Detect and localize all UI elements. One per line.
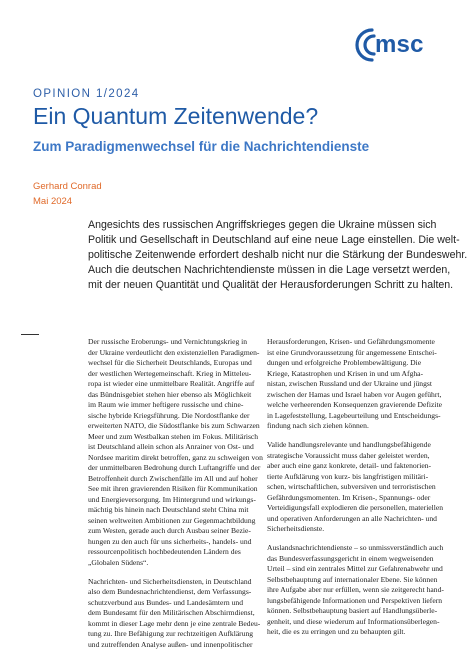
body-text-line: der Ukraine verdeutlicht den existenziellen Paradigmen-	[88, 347, 260, 357]
paragraph-gap	[267, 432, 437, 441]
body-text-line: können. Selbstbehauptung basiert auf Handlungsüberle-	[267, 606, 438, 615]
body-text-line: ropa ist wieder eine unmittelbare Realität. Angriffe auf	[88, 379, 255, 388]
body-text-line: Der russische Eroberungs- und Vernichtungskrieg in	[88, 337, 248, 346]
body-text-line: und operativen Anforderungen an alle Nachrichten- und	[267, 513, 437, 523]
body-text-line: der westlichen Wertegemeinschaft. Krieg in Mitteleu-	[88, 368, 252, 378]
logo-text: msc	[375, 31, 424, 58]
abstract-line: Angesichts des russischen Angriffskrieges gegen die Ukraine müssen sich	[88, 219, 437, 231]
body-text-line: der unmittelbaren Bedrohung durch Luftangriffe und der	[88, 463, 261, 472]
body-column-left	[88, 337, 263, 650]
body-text-line: und Energieversorgung. Im Hintergrund und wirkungs-	[88, 494, 256, 504]
body-text-line: zwischen der Hamas und Israel haben vor Augen geführt,	[267, 389, 442, 399]
body-text-line: mächtig bis hinein nach Deutschland steht China mit	[88, 505, 249, 514]
body-text-line: Kriege, Katastrophen und Krisen in und um Afgha-	[267, 368, 424, 378]
body-text-line: Urteil – sind ein zentrales Mittel zur Gefahrenabwehr und	[267, 564, 443, 573]
body-text-line: das Bündnisgebiet stehen hier ebenso als Möglichkeit	[88, 389, 252, 399]
divider	[21, 334, 39, 335]
publication-date: Mai 2024	[33, 196, 73, 207]
body-text-line: im Raum wie immer heftigere russische und chine-	[88, 400, 244, 409]
paragraph-gap	[267, 535, 437, 544]
body-text-line: schen, wirtschaftlichen, subversiven und terroristischen	[267, 482, 436, 491]
body-text-line: wechsel für die Sicherheit Deutschlands, Europas und	[88, 358, 252, 367]
body-text-line: ihre Aufgabe aber nur erfüllen, wenn sie zeitgerecht hand-	[267, 585, 444, 594]
body-text-line: lungsbefähigende Informationen und Perspektiven liefern	[267, 595, 443, 605]
abstract-line: mit der neuen Quantität und Qualität der Herausforderungen Schritt zu halten.	[88, 279, 454, 292]
series-label: OPINION 1/2024	[33, 88, 140, 100]
abstract-line: Politik und Gesellschaft in Deutschland auf eine neue Lage einstellen. Die welt-	[88, 234, 460, 247]
body-text-line: ist Deutschland allein schon als Anrainer von Ost- und	[88, 442, 254, 451]
body-text-line: ressourcenpolitisch hochbedeutenden Ländern des	[88, 547, 241, 556]
body-text-line: nistan, zwischen Russland und der Ukraine und jüngst	[267, 379, 432, 388]
body-text-line: „Globalen Südens“.	[88, 557, 149, 567]
body-text-line: in Lagefeststellung, Lagebeurteilung und Entscheidungs-	[267, 410, 441, 420]
body-text-line: Gefährdungsmomenten. Im Krisen-, Spannungs- oder	[267, 492, 431, 502]
body-text-line: Sicherheitsdienste.	[267, 524, 325, 533]
body-text-line: kommt in dieser Lage mehr denn je eine zentrale Bedeu-	[88, 618, 261, 628]
page-subtitle: Zum Paradigmenwechsel für die Nachrichtendienste	[33, 139, 370, 154]
body-text-line: Nordsee maritim direkt betroffen, ganz zu schweigen von	[88, 452, 263, 462]
abstract	[88, 218, 468, 293]
body-text-line: strategische Voraussicht muss daher geleistet werden,	[267, 450, 430, 460]
body-text-line: findung nach sich ziehen können.	[267, 421, 369, 430]
body-text-line: heit, die es zu erringen und zu behaupten gilt.	[267, 627, 406, 636]
page-title: Ein Quantum Zeitenwende?	[33, 103, 319, 129]
body-text-line: erweiterten NATO, die Südostflanke bis zum Schwarzen	[88, 421, 260, 430]
body-text-line: See mit ihren gravierenden Risiken für Kommunikation	[88, 484, 258, 493]
body-text-line: Betroffenheit durch Zwischenfälle im All und auf hoher	[88, 473, 258, 483]
body-text-line: Valide handlungsrelevante und handlungsbefähigende	[267, 440, 431, 449]
body-text-line: tierte Aufklärung von kurz- bis langfristigen militäri-	[267, 471, 429, 481]
author: Gerhard Conrad	[33, 181, 102, 192]
body-column-right	[267, 337, 444, 638]
body-text-line: sische hybride Kriegsführung. Die Nordostflanke der	[88, 410, 250, 420]
body-text-line: Meer und zum Westbalkan stehen im Fokus. Militärisch	[88, 431, 259, 441]
abstract-line: Auch die deutschen Nachrichtendienste müssen in die Lage versetzt werden,	[88, 264, 451, 277]
body-text-line: Herausforderungen, Krisen- und Gefährdungsmomente	[267, 337, 435, 346]
body-text-line: das Bundesverfassungsgericht in einem wegweisenden	[267, 553, 434, 563]
abstract-line: politische Zeitenwende erfordert deshalb nicht nur die Stärkung der Bundeswehr.	[88, 249, 468, 262]
body-text-line: Nachrichten- und Sicherheitsdiensten, in Deutschland	[88, 576, 252, 586]
body-text-line: ist eine Grundvoraussetzung für angemessene Entschei-	[267, 347, 437, 357]
body-text-line: hungen zu den auch für uns sicherheits-, handels- und	[88, 536, 252, 546]
body-text-line: und zutreffenden Analyse außen- und innenpolitischer	[88, 639, 253, 649]
body-text-line: Verteidigungsfall explodieren die personellen, materiellen	[267, 503, 444, 512]
body-text-line: genheit, und diese wiederum auf Informationsüberlegen-	[267, 616, 440, 626]
body-text-line: welche verheerenden Konsequenzen gravierende Defizite	[267, 400, 442, 409]
body-text-line: also dem Bundesnachrichtendienst, dem Verfassungs-	[88, 587, 252, 596]
paragraph-gap	[88, 568, 258, 577]
body-text-line: seinen weltweiten Ambitionen zur Gegenmachtbildung	[88, 515, 256, 525]
body-text-line: aber auch eine ganz konkrete, detail- und faktenorien-	[267, 461, 432, 470]
body-text-line: dungen und erfolgreiche Problembewältigung. Die	[267, 358, 422, 367]
body-text-line: tung zu. Ihre Befähigung zur rechtzeitigen Aufklärung	[88, 629, 254, 638]
body-text-line: Selbstbehauptung auf internationaler Ebene. Sie können	[267, 574, 438, 584]
body-text-line: zum Westen, gerade auch durch Ausbau seiner Bezie-	[88, 526, 251, 535]
body-text-line: dem Bundesamt für den Militärischen Abschirmdienst,	[88, 608, 255, 617]
body-text-line: schutzverbund aus Bundes- und Landesämtern und	[88, 597, 244, 607]
body-text-line: Auslandsnachrichtendienste – so unmissverständlich auch	[267, 543, 444, 552]
